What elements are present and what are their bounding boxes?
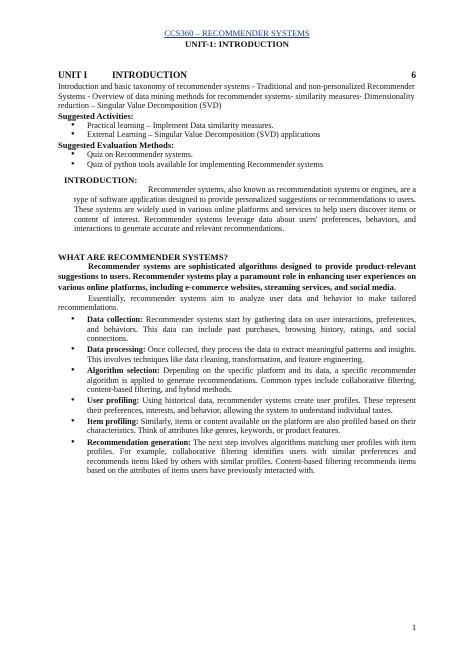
- list-item: [58, 417, 416, 436]
- unit-line: [58, 71, 416, 82]
- activities-list: [58, 121, 416, 140]
- document-page: [58, 28, 416, 477]
- unit-hours: 6: [411, 71, 416, 81]
- step-label: Item profiling:: [87, 416, 139, 426]
- page-header: [58, 28, 416, 50]
- step-label: Recommendation generation:: [87, 437, 191, 447]
- step-text: Similarly, items or content available on the platform are also profiled based on their characteristics. Think of attributes like genres, keywords, or product features.: [87, 416, 416, 436]
- introduction-heading: INTRODUCTION:: [64, 175, 138, 186]
- step-text: Depending on the specific platform and its data, a specific recommender algorithm is applied to generate recommendations. Common types include collaborative filtering, content-based filtering, and hybrid methods.: [87, 365, 416, 395]
- step-label: Algorithm selection:: [87, 365, 160, 375]
- what-are-paragraph: Essentially, recommender systems aim to analyze user data and behavior to make tailored recommendations.: [58, 293, 416, 313]
- step-text: Once collected, they process the data to extract meaningful patterns and insights. This involves techniques like data cleaning, transformation, and feature engineering.: [87, 345, 416, 364]
- what-are-bold-paragraph: Recommender systems are sophisticated algorithms designed to provide product-relevant suggestions to users. Recommender systems play a paramount role in enhancing user experiences on various online platforms, including e-commerce websites, streaming services, and social media.: [58, 262, 416, 292]
- syllabus-text: Introduction and basic taxonomy of recommender systems - Traditional and non-personalized Recommender Systems - Overview of data mining methods for recommender systems- similarity measures- Dimensionality reduction – Singular Value Decomposition (SVD): [58, 82, 415, 111]
- step-label: Data collection:: [87, 314, 143, 324]
- introduction-paragraph: Recommender systems, also known as recommendation systems or engines, are a type of software application designed to provide personalized suggestions or recommendations to users. These systems are widely used in various online platforms and services to help users discover items or content of interest. Recommender systems leverage data about users' preferences, behaviors, and interactions to generate accurate and relevant recommendations.: [74, 185, 416, 234]
- step-text: Using historical data, recommender systems create user profiles. These represent their preferences, interests, and behavior, allowing the system to understand individual tastes.: [87, 396, 417, 415]
- list-item: ● Quiz of python tools available for implementing Recommender systems: [58, 160, 416, 170]
- unit-title: UNIT-1: INTRODUCTION: [184, 39, 290, 49]
- evaluation-heading: Suggested Evaluation Methods:: [58, 139, 175, 150]
- list-item: [58, 315, 416, 344]
- list-item: [58, 366, 416, 395]
- evaluation-list: [58, 150, 416, 169]
- list-item: [58, 345, 416, 364]
- page-number: 1: [412, 623, 417, 632]
- steps-list: [58, 315, 416, 476]
- activities-heading: Suggested Activities:: [58, 110, 134, 121]
- step-label: User profiling:: [87, 396, 140, 406]
- step-text: Recommender systems start by gathering data on user interactions, preferences, and behaviors. This data can include past purchases, browsing history, ratings, and social connections.: [87, 314, 416, 344]
- list-item: ● External Learning – Singular Value Decomposition (SVD) applications: [58, 130, 416, 140]
- course-title: CCS360 – RECOMMENDER SYSTEMS: [164, 28, 310, 38]
- what-are-heading: WHAT ARE RECOMMENDER SYSTEMS?: [58, 252, 229, 263]
- step-text: The next step involves algorithms matching user profiles with item profiles. For example, collaborative filtering identifies users with similar preferences and recommends items liked by others with similar profiles. Content-based filtering recommends items based on the attributes of items users have previously interacted with.: [87, 437, 417, 476]
- list-item: ● Quiz on Recommender systems.: [58, 150, 416, 160]
- list-item: ● Practical learning – Implement Data similarity measures.: [58, 121, 416, 131]
- list-item: [58, 396, 416, 415]
- unit-number: UNIT I: [58, 71, 88, 81]
- list-item: [58, 438, 416, 476]
- step-label: Data processing:: [87, 345, 146, 355]
- unit-name: INTRODUCTION: [112, 71, 188, 81]
